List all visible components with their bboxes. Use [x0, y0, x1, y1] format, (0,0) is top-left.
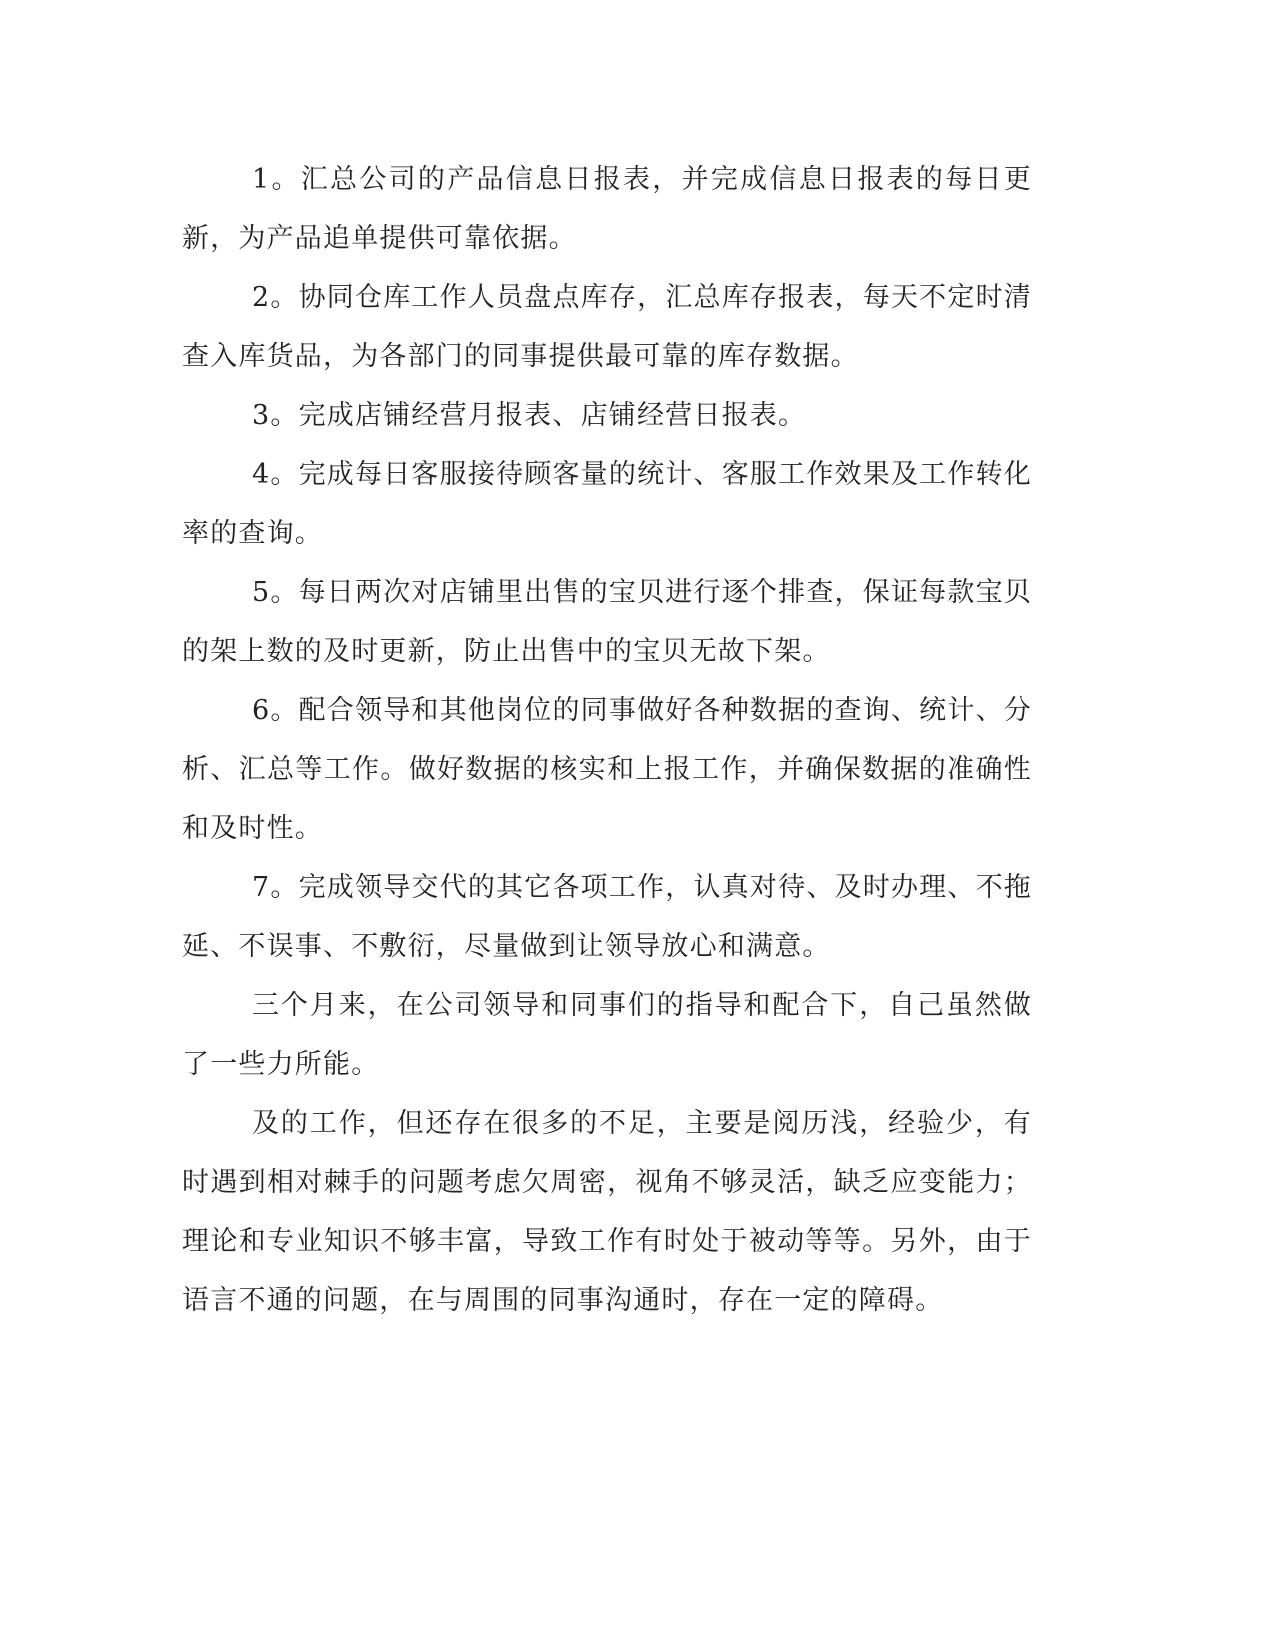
summary-paragraph: 三个月来，在公司领导和同事们的指导和配合下，自己虽然做了一些力所能。 — [182, 990, 1032, 1080]
paragraph-item-5: 5。每日两次对店铺里出售的宝贝进行逐个排查，保证每款宝贝的架上数的及时更新，防止出售中的宝贝无故下架。 — [182, 577, 1032, 667]
shortcomings-paragraph: 及的工作，但还存在很多的不足，主要是阅历浅，经验少，有时遇到相对棘手的问题考虑欠周密，视角不够灵活，缺乏应变能力；理论和专业知识不够丰富，导致工作有时处于被动等等。另外，由于语言不通的问题，在与周围的同事沟通时，存在一定的障碍。 — [182, 1108, 1032, 1316]
paragraph-item-2: 2。协同仓库工作人员盘点库存，汇总库存报表，每天不定时清查入库货品，为各部门的同事提供最可靠的库存数据。 — [182, 282, 1032, 372]
document-page — [182, 150, 1032, 1330]
paragraph-item-6: 6。配合领导和其他岗位的同事做好各种数据的查询、统计、分析、汇总等工作。做好数据的核实和上报工作，并确保数据的准确性和及时性。 — [182, 695, 1032, 844]
paragraph-item-7: 7。完成领导交代的其它各项工作，认真对待、及时办理、不拖延、不误事、不敷衍，尽量做到让领导放心和满意。 — [182, 872, 1032, 962]
paragraph-item-3: 3。完成店铺经营月报表、店铺经营日报表。 — [252, 400, 807, 431]
paragraph-item-4: 4。完成每日客服接待顾客量的统计、客服工作效果及工作转化率的查询。 — [182, 459, 1032, 549]
paragraph-item-1: 1。汇总公司的产品信息日报表，并完成信息日报表的每日更新，为产品追单提供可靠依据。 — [182, 164, 1032, 254]
